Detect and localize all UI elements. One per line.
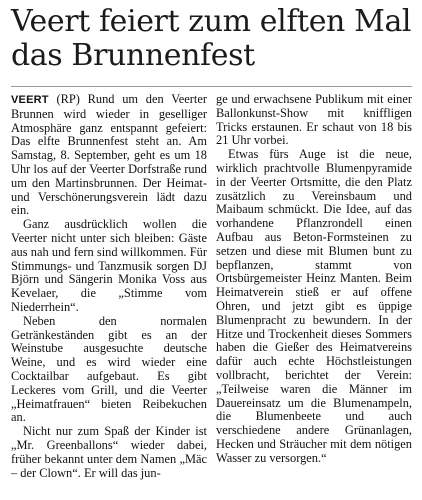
body-paragraph-1 — [11, 93, 207, 218]
right-column — [216, 93, 412, 480]
dateline: VEERT — [11, 94, 49, 106]
body-paragraph-6: Etwas fürs Auge ist die neue, wirklich prachtvolle Blumenpyramide in der Veerter Ortsmitte, die den Platz zusätzlich zu Vereinsbaum und Maibaum schmückt. Die Idee, auf das vorhandene Pflanzrondell einen Aufbau aus Beton-Formsteinen zu setzen und diese mit Blumen bunt zu bepflanzen, stammt von Ortsbürgemeister Heinz Manten. Beim Heimatverein stieß er auf offene Ohren, und jetzt gibt es üppige Blumenpracht zu bewundern. In der Hitze und Trockenheit dieses Sommers haben die Gießer des Heimatvereins dafür auch echte Höchstleistungen vollbracht, berichtet der Verein: „Teilweise waren die Männer im Dauereinsatz um die Blumenampeln, die Blumenbeete und auch verschiedene andere Grünanlagen, Hecken und Sträucher mit dem nötigen Wasser zu versorgen.“ — [216, 147, 412, 465]
body-paragraph-4: Nicht nur zum Spaß der Kinder ist „Mr. Greenballons“ wieder dabei, früher bekannt unter dem Namen „Mäc – der Clown“. Er will das jun- — [11, 424, 207, 480]
article-body — [11, 93, 412, 480]
body-paragraph-1-text: (RP) Rund um den Veerter Brunnen wird wieder in geselliger Atmosphäre ganz entspannt gefeiert: Das elfte Brunnenfest steht an. Am Samstag, 8. September, geht es um 18 Uhr los auf der Veerter Dorfstraße rund um den Martinsbrunnen. Der Heimat- und Verschönerungsverein lädt dazu ein. — [11, 92, 207, 218]
body-paragraph-5: ge und erwachsene Publikum mit einer Ballonkunst-Show mit kniffligen Tricks erstaunen. Er schaut von 18 bis 21 Uhr vorbei. — [216, 92, 412, 148]
headline-divider — [11, 86, 412, 87]
article-headline — [11, 5, 412, 73]
body-paragraph-2: Ganz ausdrücklich wollen die Veerter nicht unter sich bleiben: Gäste aus nah und fern sind willkommen. Für Stimmungs- und Tanzmusik sorgen DJ Björn und Sängerin Monika Voss aus Kevelaer, die „Stimme vom Niederrhein“. — [11, 217, 207, 314]
body-paragraph-3: Neben den normalen Getränkeständen gibt es an der Weinstube ausgesuchte deutsche Weine, und es wird wieder eine Cocktailbar aufgebaut. Es gibt Leckeres vom Grill, und die Veerter „Heimatfrauen“ bieten Reibekuchen an. — [11, 313, 207, 425]
headline-line-2: das Brunnenfest — [11, 38, 255, 73]
headline-line-1: Veert feiert zum elften Mal — [11, 4, 412, 39]
left-column — [11, 93, 207, 480]
